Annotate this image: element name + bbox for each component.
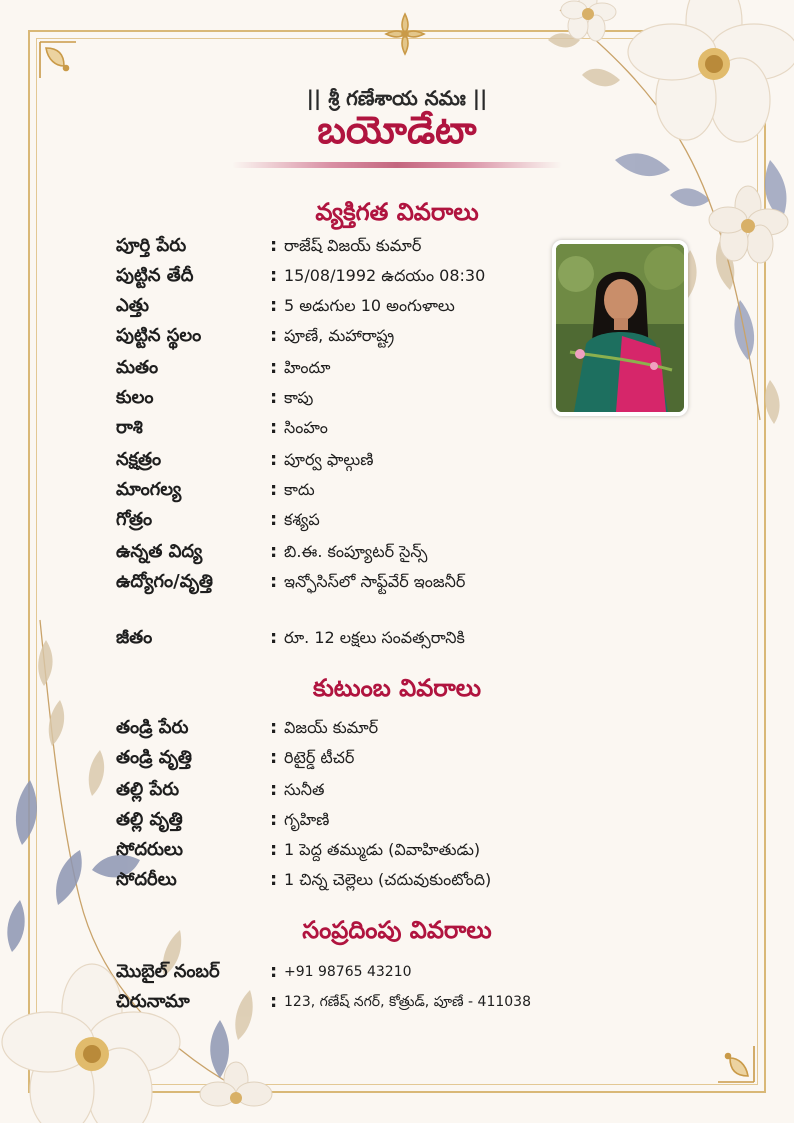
field-label: తండ్రి వృత్తి xyxy=(116,747,192,768)
field-label: పూర్తి పేరు xyxy=(116,235,187,256)
colon-separator: : xyxy=(270,417,278,438)
colon-separator: : xyxy=(270,387,278,408)
field-value: గృహిణి xyxy=(284,810,330,829)
field-value: 1 పెద్ద తమ్ముడు (వివాహితుడు) xyxy=(284,840,481,859)
field-label: నక్షత్రం xyxy=(116,449,162,470)
field-label: మాంగల్య xyxy=(116,479,182,500)
colon-separator: : xyxy=(270,627,278,648)
field-value: సింహం xyxy=(284,418,328,437)
colon-separator: : xyxy=(270,717,278,738)
field-label: ఉద్యోగం/వృత్తి xyxy=(116,571,213,592)
gold-ornament-top-icon xyxy=(382,10,428,56)
colon-separator: : xyxy=(270,449,278,470)
colon-separator: : xyxy=(270,991,278,1012)
field-label: రాశి xyxy=(116,417,143,438)
field-value: సునీత xyxy=(284,780,325,799)
field-value: 15/08/1992 ఉదయం 08:30 xyxy=(284,266,486,285)
portrait-image xyxy=(556,244,684,412)
field-value: 5 అడుగుల 10 అంగుళాలు xyxy=(284,296,455,315)
field-label: కులం xyxy=(116,387,154,408)
invocation-text: || శ్రీ గణేశాయ నమః || xyxy=(306,86,488,110)
field-value: బి.ఈ. కంప్యూటర్ సైన్స్ xyxy=(284,542,428,561)
title-underline xyxy=(232,162,562,168)
field-label: పుట్టిన స్థలం xyxy=(116,325,202,346)
field-label: పుట్టిన తేదీ xyxy=(116,265,194,286)
field-value: 1 చిన్న చెల్లెలు (చదువుకుంటోంది) xyxy=(284,870,492,889)
colon-separator: : xyxy=(270,265,278,286)
colon-separator: : xyxy=(270,809,278,830)
field-label: సోదరులు xyxy=(116,839,183,860)
colon-separator: : xyxy=(270,295,278,316)
field-label: మొబైల్ నంబర్ xyxy=(116,961,220,982)
field-value: కాపు xyxy=(284,388,314,407)
colon-separator: : xyxy=(270,235,278,256)
colon-separator: : xyxy=(270,747,278,768)
colon-separator: : xyxy=(270,869,278,890)
field-label: చిరునామా xyxy=(116,991,190,1012)
page-title: బయోడేటా xyxy=(317,108,477,152)
colon-separator: : xyxy=(270,961,278,982)
field-value: పూణే, మహారాష్ట్ర xyxy=(284,326,395,345)
field-value: కశ్యప xyxy=(284,510,320,529)
field-label: ఉన్నత విద్య xyxy=(116,541,203,562)
field-value: కాదు xyxy=(284,480,315,499)
field-label: జీతం xyxy=(116,627,153,648)
field-label: తండ్రి పేరు xyxy=(116,717,189,738)
colon-separator: : xyxy=(270,325,278,346)
colon-separator: : xyxy=(270,357,278,378)
field-value: రిటైర్డ్ టీచర్ xyxy=(284,748,355,767)
field-value: హిందూ xyxy=(284,358,331,377)
colon-separator: : xyxy=(270,509,278,530)
field-value: ఇన్ఫోసిస్‌లో సాఫ్ట్‌వేర్ ఇంజనీర్ xyxy=(284,572,466,591)
field-label: మతం xyxy=(116,357,159,378)
field-label: సోదరీలు xyxy=(116,869,177,890)
field-label: గోత్రం xyxy=(116,509,153,530)
colon-separator: : xyxy=(270,779,278,800)
field-label: ఎత్తు xyxy=(116,295,150,316)
field-value: విజయ్ కుమార్ xyxy=(284,718,379,737)
field-label: తల్లి వృత్తి xyxy=(116,809,183,830)
section-title-personal: వ్యక్తిగత వివరాలు xyxy=(315,198,479,226)
field-value: 123, గణేష్ నగర్, కోత్రుడ్, పూణే - 411038 xyxy=(284,994,531,1010)
section-title-contact: సంప్రదింపు వివరాలు xyxy=(302,916,492,944)
colon-separator: : xyxy=(270,571,278,592)
field-value: రాజేష్ విజయ్ కుమార్ xyxy=(284,236,422,255)
section-title-family: కుటుంబ వివరాలు xyxy=(312,674,482,702)
field-label: తల్లి పేరు xyxy=(116,779,180,800)
gold-corner-flourish-icon xyxy=(698,1026,758,1086)
colon-separator: : xyxy=(270,541,278,562)
colon-separator: : xyxy=(270,479,278,500)
colon-separator: : xyxy=(270,839,278,860)
field-value: +91 98765 43210 xyxy=(284,964,412,980)
field-value: రూ. 12 లక్షలు సంవత్సరానికి xyxy=(284,628,465,647)
field-value: పూర్వ ఫాల్గుణి xyxy=(284,450,374,469)
